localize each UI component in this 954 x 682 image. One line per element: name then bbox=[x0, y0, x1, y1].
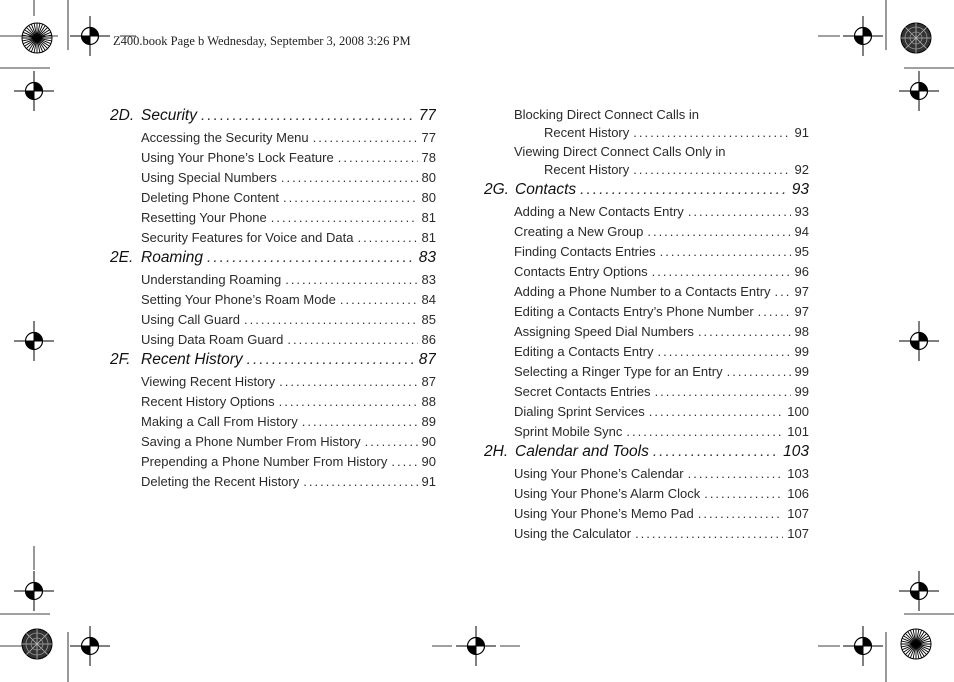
toc-entry[interactable] bbox=[110, 290, 436, 310]
dot-leader bbox=[391, 452, 417, 472]
toc-entry[interactable] bbox=[110, 168, 436, 188]
entry-title: Setting Your Phone’s Roam Mode bbox=[141, 292, 336, 307]
section-code: 2D. bbox=[110, 107, 135, 124]
dot-leader bbox=[688, 202, 791, 222]
entry-title: Finding Contacts Entries bbox=[514, 244, 656, 259]
entry-page-number: 93 bbox=[794, 204, 809, 219]
dot-leader bbox=[657, 342, 790, 362]
toc-entry[interactable] bbox=[484, 382, 809, 402]
toc-entry[interactable] bbox=[110, 372, 436, 392]
dot-leader bbox=[655, 382, 791, 402]
toc-entry[interactable] bbox=[110, 392, 436, 412]
section-title: Contacts bbox=[515, 181, 577, 198]
dot-leader bbox=[775, 282, 791, 302]
section-code: 2F. bbox=[110, 351, 131, 368]
dot-leader bbox=[303, 472, 417, 492]
dot-leader bbox=[652, 262, 791, 282]
section-heading[interactable] bbox=[110, 106, 436, 126]
dot-leader bbox=[633, 160, 790, 180]
toc-entry[interactable] bbox=[110, 148, 436, 168]
entry-page-number: 96 bbox=[794, 264, 809, 279]
dot-leader bbox=[727, 362, 791, 382]
entry-title: Viewing Recent History bbox=[141, 374, 276, 389]
dot-leader bbox=[688, 464, 784, 484]
entry-page-number: 77 bbox=[421, 130, 436, 145]
toc-entry[interactable] bbox=[110, 188, 436, 208]
dot-leader bbox=[580, 180, 788, 200]
toc-left-column bbox=[110, 106, 436, 492]
entry-page-number: 80 bbox=[421, 170, 436, 185]
dot-leader bbox=[626, 422, 783, 442]
dot-leader bbox=[313, 128, 418, 148]
section-title: Roaming bbox=[141, 249, 204, 266]
section-page-number: 87 bbox=[418, 351, 436, 368]
dot-leader bbox=[285, 270, 417, 290]
toc-entry[interactable] bbox=[484, 342, 809, 362]
dot-leader bbox=[653, 442, 779, 462]
entry-title-line2-row bbox=[514, 123, 809, 143]
toc-entry[interactable] bbox=[110, 472, 436, 492]
section-page-number: 103 bbox=[783, 443, 809, 460]
entry-page-number: 97 bbox=[794, 284, 809, 299]
section-title: Security bbox=[141, 107, 197, 124]
section-code: 2H. bbox=[484, 443, 509, 460]
dot-leader bbox=[201, 106, 415, 126]
entry-page-number: 89 bbox=[421, 414, 436, 429]
entry-title: Using Your Phone’s Calendar bbox=[514, 466, 684, 481]
entry-title-line2: Recent History bbox=[544, 162, 630, 177]
entry-page-number: 101 bbox=[787, 424, 809, 439]
section-title: Calendar and Tools bbox=[515, 443, 649, 460]
entry-title: Editing a Contacts Entry’s Phone Number bbox=[514, 304, 754, 319]
entry-title: Using the Calculator bbox=[514, 526, 632, 541]
dot-leader bbox=[279, 372, 417, 392]
section-heading[interactable] bbox=[110, 248, 436, 268]
entry-title: Using Special Numbers bbox=[141, 170, 277, 185]
entry-page-number: 81 bbox=[421, 210, 436, 225]
section-page-number: 93 bbox=[791, 181, 809, 198]
toc-entry[interactable] bbox=[484, 322, 809, 342]
dot-leader bbox=[704, 484, 783, 504]
section-title: Recent History bbox=[141, 351, 243, 368]
toc-entry[interactable] bbox=[484, 202, 809, 222]
entry-title: Recent History Options bbox=[141, 394, 275, 409]
entry-page-number: 99 bbox=[794, 384, 809, 399]
entry-page-number: 92 bbox=[794, 162, 809, 177]
entry-title: Editing a Contacts Entry bbox=[514, 344, 654, 359]
entry-title: Creating a New Group bbox=[514, 224, 644, 239]
entry-title: Accessing the Security Menu bbox=[141, 130, 309, 145]
entry-title: Assigning Speed Dial Numbers bbox=[514, 324, 694, 339]
entry-page-number: 100 bbox=[787, 404, 809, 419]
entry-page-number: 91 bbox=[421, 474, 436, 489]
entry-page-number: 78 bbox=[421, 150, 436, 165]
section-code: 2G. bbox=[484, 181, 509, 198]
dot-leader bbox=[244, 310, 418, 330]
toc-entry[interactable] bbox=[484, 504, 809, 524]
entry-title: Dialing Sprint Services bbox=[514, 404, 645, 419]
section-heading[interactable] bbox=[484, 442, 809, 462]
entry-title-line2-row bbox=[514, 160, 809, 180]
toc-entry[interactable] bbox=[484, 524, 809, 544]
entry-title: Security Features for Voice and Data bbox=[141, 230, 354, 245]
dot-leader bbox=[302, 412, 418, 432]
entry-title-line1: Viewing Direct Connect Calls Only in bbox=[514, 144, 726, 159]
dot-leader bbox=[271, 208, 418, 228]
toc-entry[interactable] bbox=[484, 484, 809, 504]
entry-title: Using Your Phone’s Alarm Clock bbox=[514, 486, 701, 501]
toc-entry[interactable] bbox=[110, 412, 436, 432]
toc-right-column bbox=[484, 106, 809, 544]
entry-page-number: 106 bbox=[787, 486, 809, 501]
toc-entry[interactable] bbox=[110, 330, 436, 350]
dot-leader bbox=[247, 350, 415, 370]
dot-leader bbox=[647, 222, 790, 242]
entry-title-line1: Blocking Direct Connect Calls in bbox=[514, 107, 699, 122]
dot-leader bbox=[340, 290, 418, 310]
entry-page-number: 99 bbox=[794, 364, 809, 379]
entry-page-number: 94 bbox=[794, 224, 809, 239]
entry-title: Using Data Roam Guard bbox=[141, 332, 284, 347]
dot-leader bbox=[635, 524, 783, 544]
section-page-number: 77 bbox=[418, 107, 436, 124]
entry-page-number: 83 bbox=[421, 272, 436, 287]
entry-title: Adding a New Contacts Entry bbox=[514, 204, 684, 219]
entry-title: Using Call Guard bbox=[141, 312, 240, 327]
entry-page-number: 85 bbox=[421, 312, 436, 327]
entry-title: Deleting the Recent History bbox=[141, 474, 300, 489]
toc-entry-wrapped[interactable] bbox=[484, 106, 809, 143]
entry-title: Using Your Phone’s Memo Pad bbox=[514, 506, 694, 521]
entry-page-number: 86 bbox=[421, 332, 436, 347]
dot-leader bbox=[660, 242, 791, 262]
entry-page-number: 97 bbox=[794, 304, 809, 319]
dot-leader bbox=[338, 148, 418, 168]
entry-page-number: 88 bbox=[421, 394, 436, 409]
toc-entry[interactable] bbox=[484, 362, 809, 382]
dot-leader bbox=[758, 302, 791, 322]
entry-page-number: 84 bbox=[421, 292, 436, 307]
entry-title: Deleting Phone Content bbox=[141, 190, 280, 205]
entry-page-number: 107 bbox=[787, 526, 809, 541]
toc-entry[interactable] bbox=[484, 302, 809, 322]
toc-entry[interactable] bbox=[484, 464, 809, 484]
entry-page-number: 95 bbox=[794, 244, 809, 259]
toc-entry[interactable] bbox=[110, 228, 436, 248]
dot-leader bbox=[283, 188, 417, 208]
entry-page-number: 90 bbox=[421, 454, 436, 469]
toc-entry[interactable] bbox=[110, 432, 436, 452]
toc-entry[interactable] bbox=[110, 270, 436, 290]
entry-title: Adding a Phone Number to a Contacts Entry bbox=[514, 284, 771, 299]
toc-entry[interactable] bbox=[110, 452, 436, 472]
dot-leader bbox=[287, 330, 417, 350]
toc-entry-wrapped[interactable] bbox=[484, 143, 809, 180]
section-heading[interactable] bbox=[110, 350, 436, 370]
section-heading[interactable] bbox=[484, 180, 809, 200]
dot-leader bbox=[698, 322, 791, 342]
dot-leader bbox=[281, 168, 418, 188]
entry-page-number: 103 bbox=[787, 466, 809, 481]
entry-page-number: 99 bbox=[794, 344, 809, 359]
toc-entry[interactable] bbox=[484, 422, 809, 442]
toc-entry[interactable] bbox=[484, 262, 809, 282]
entry-title: Understanding Roaming bbox=[141, 272, 282, 287]
entry-title: Selecting a Ringer Type for an Entry bbox=[514, 364, 723, 379]
toc-entry[interactable] bbox=[484, 402, 809, 422]
entry-title: Making a Call From History bbox=[141, 414, 298, 429]
dot-leader bbox=[365, 432, 418, 452]
section-code: 2E. bbox=[110, 249, 134, 266]
print-slug-header: Z400.book Page b Wednesday, September 3, 2008 3:26 PM bbox=[113, 34, 411, 48]
entry-title: Contacts Entry Options bbox=[514, 264, 648, 279]
dot-leader bbox=[698, 504, 784, 524]
toc-entry[interactable] bbox=[110, 310, 436, 330]
entry-title: Using Your Phone’s Lock Feature bbox=[141, 150, 334, 165]
toc-entry[interactable] bbox=[484, 242, 809, 262]
entry-page-number: 80 bbox=[421, 190, 436, 205]
dot-leader bbox=[633, 123, 790, 143]
section-page-number: 83 bbox=[418, 249, 436, 266]
dot-leader bbox=[649, 402, 784, 422]
entry-page-number: 107 bbox=[787, 506, 809, 521]
dot-leader bbox=[207, 248, 415, 268]
entry-title-line2: Recent History bbox=[544, 125, 630, 140]
entry-page-number: 90 bbox=[421, 434, 436, 449]
toc-entry[interactable] bbox=[484, 282, 809, 302]
entry-page-number: 98 bbox=[794, 324, 809, 339]
toc-entry[interactable] bbox=[484, 222, 809, 242]
toc-entry[interactable] bbox=[110, 208, 436, 228]
entry-title: Secret Contacts Entries bbox=[514, 384, 651, 399]
dot-leader bbox=[357, 228, 417, 248]
entry-title: Prepending a Phone Number From History bbox=[141, 454, 388, 469]
entry-title: Saving a Phone Number From History bbox=[141, 434, 361, 449]
entry-page-number: 91 bbox=[794, 125, 809, 140]
entry-page-number: 81 bbox=[421, 230, 436, 245]
entry-page-number: 87 bbox=[421, 374, 436, 389]
entry-title: Sprint Mobile Sync bbox=[514, 424, 623, 439]
dot-leader bbox=[279, 392, 418, 412]
entry-title: Resetting Your Phone bbox=[141, 210, 267, 225]
toc-entry[interactable] bbox=[110, 128, 436, 148]
